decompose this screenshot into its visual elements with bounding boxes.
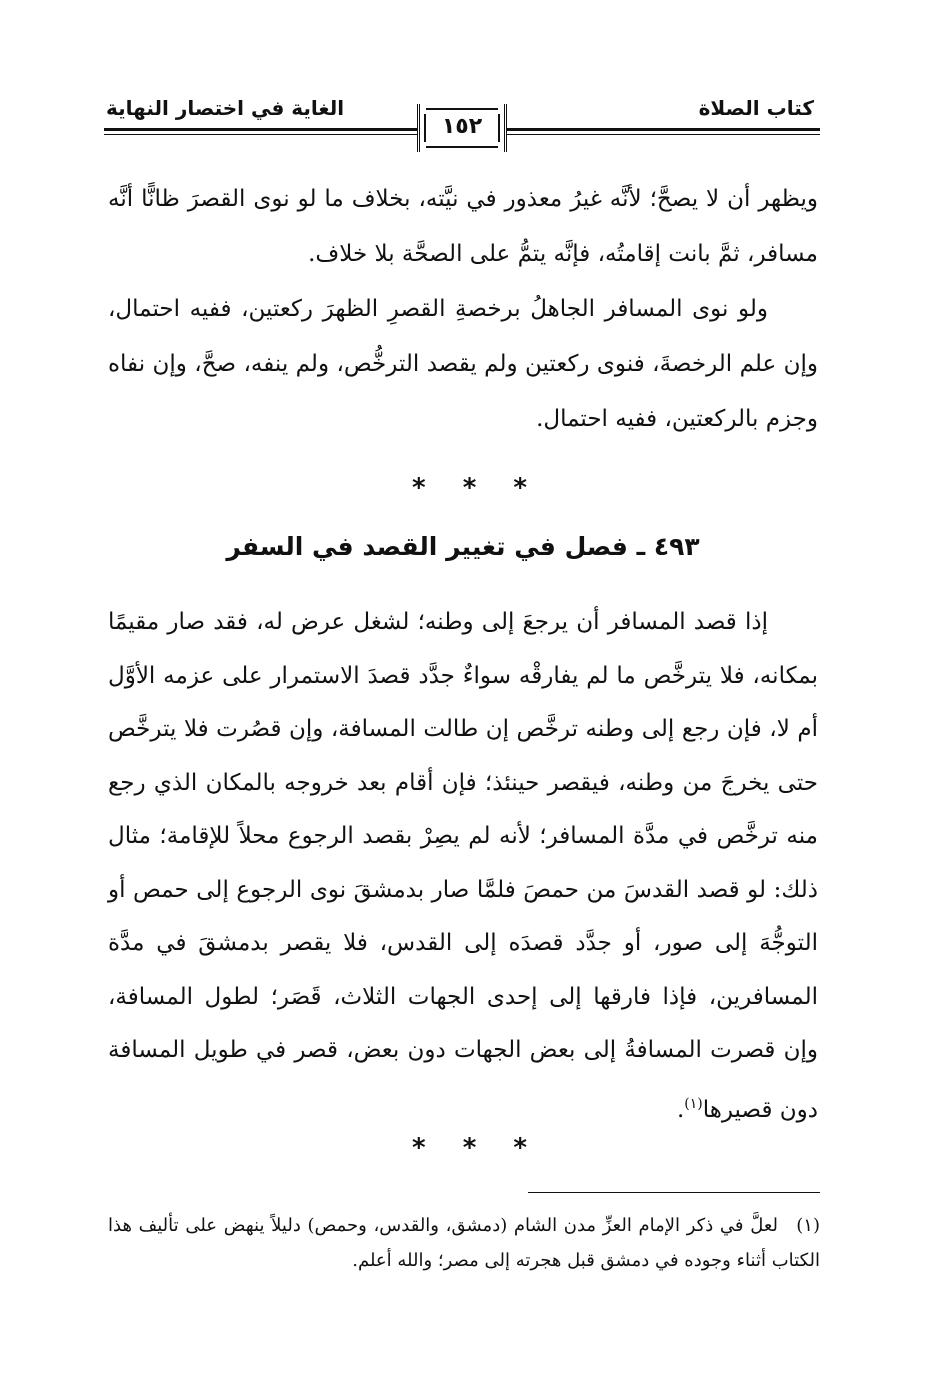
paragraph-text: ويظهر أن لا يصحَّ؛ لأنَّه غيرُ معذور في نيَّته، بخلاف ما لو نوى القصرَ ظانًّا أنَّه مسافر، ثمَّ بانت إقامتُه، فإنَّه يتمُّ على الصحَّة بلا خلاف. (108, 186, 818, 267)
page-number-frame (417, 104, 507, 152)
book-title: الغاية في اختصار النهاية (106, 96, 345, 120)
footnote-reference[interactable]: (١) (684, 1095, 703, 1112)
header-rule-left-thin (104, 134, 420, 135)
header-rule-left (104, 128, 420, 131)
section-paragraph (108, 596, 818, 1137)
footnote-rule (528, 1192, 820, 1193)
section-separator-bottom: * * * (412, 1133, 541, 1163)
footnote-marker: (١) (796, 1215, 820, 1236)
section-heading: ٤٩٣ ـ فصل في تغيير القصد في السفر (226, 532, 700, 561)
page-number: ١٥٢ (441, 114, 483, 139)
paragraph-2 (108, 282, 818, 447)
header-rule-right-thin (504, 134, 820, 135)
header-rule-right (504, 128, 820, 131)
section-text: إذا قصد المسافر أن يرجعَ إلى وطنه؛ لشغل عرض له، فقد صار مقيمًا بمكانه، فلا يترخَّص ما لم يفارقْه سواءٌ جدَّد قصدَ الاستمرار على عزمه الأوَّل أم لا، فإن رجع إلى وطنه ترخَّص إن طالت المسافة، وإن قصُرت فلا يترخَّص حتى يخرجَ من وطنه، فيقصر حينئذ؛ فإن أقام بعد خروجه بالمكان الذي رجع منه ترخَّص في مدَّة المسافر؛ لأنه لم يصِرْ بقصد الرجوع محلاً للإقامة؛ مثال ذلك: لو قصد القدسَ من حمصَ فلمَّا صار بدمشقَ نوى الرجوع إلى حمص أو التوجُّهَ إلى صور، أو جدَّد قصدَه إلى القدس، فلا يقصر بدمشقَ في مدَّة المسافرين، فإذا فارقها إلى إحدى الجهات الثلاث، قَصَر؛ لطول المسافة، وإن قصرت المسافةُ إلى بعض الجهات دون بعض، قصر في طويل المسافة دون قصيرها (108, 609, 818, 1123)
chapter-title: كتاب الصلاة (698, 96, 814, 120)
footnote-text: لعلَّ في ذكر الإمام العزِّ مدن الشام (دمشق، والقدس، وحمص) دليلاً ينهض على تأليف هذا الكتاب أثناء وجوده في دمشق قبل هجرته إلى مصر؛ والله أعلم. (108, 1215, 820, 1271)
page-header (104, 92, 820, 162)
paragraph-text: ولو نوى المسافر الجاهلُ برخصةِ القصرِ الظهرَ ركعتين، ففيه احتمال، وإن علم الرخصةَ، فنوى ركعتين ولم يقصد الترخُّص، ولم ينفه، صحَّ، وإن نفاه وجزم بالركعتين، ففيه احتمال. (108, 296, 818, 432)
paragraph-1 (108, 172, 818, 282)
footnote (108, 1208, 820, 1278)
section-body (108, 596, 818, 1137)
section-text-end: . (676, 1096, 685, 1123)
section-separator: * * * (412, 473, 541, 503)
